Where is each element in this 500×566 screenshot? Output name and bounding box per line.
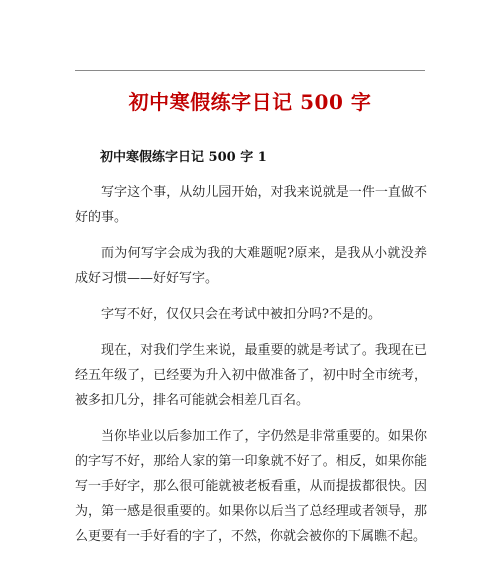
document-title: 初中寒假练字日记 500 字	[128, 90, 372, 114]
paragraph-5: 当你毕业以后参加工作了，字仍然是非常重要的。如果你的字写不好，那给人家的第一印象就不好了。相反，如果你能写一手好字，那么很可能就被老板看重，从而提拔都很快。因为，第一感是很重要的。如果你以后当了总经理或者领导，那么更要有一手好看的字了，不然，你就会被你的下属瞧不起。	[75, 429, 427, 544]
paragraph-1: 写字这个事，从幼儿园开始，对我来说就是一件一直做不好的事。	[75, 185, 427, 225]
paragraph-3: 字写不好，仅仅只会在考试中被扣分吗?不是的。	[101, 307, 381, 322]
paragraph-2: 而为何写字会成为我的大难题呢?原来，是我从小就没养成好习惯——好好写字。	[75, 246, 427, 286]
header-rule	[75, 70, 425, 71]
paragraph-4: 现在，对我们学生来说，最重要的就是考试了。我现在已经五年级了，已经要为升入初中做准备了，初中时全市统考，被多扣几分，排名可能就会相差几百名。	[75, 343, 427, 408]
section-heading: 初中寒假练字日记 500 字 1	[100, 150, 267, 165]
document-body	[75, 180, 427, 560]
